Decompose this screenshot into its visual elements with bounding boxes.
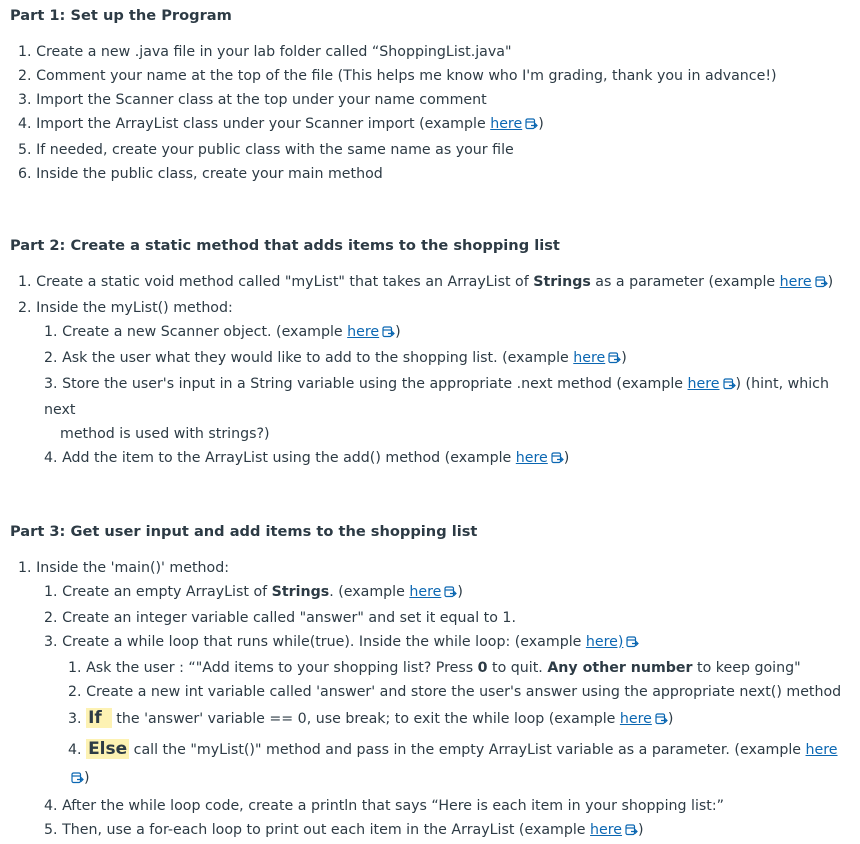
part1-list bbox=[10, 40, 848, 186]
list-item bbox=[10, 320, 848, 346]
external-link-icon bbox=[71, 766, 84, 794]
list-item-continuation bbox=[10, 422, 848, 446]
item-number: 3. bbox=[44, 376, 58, 392]
external-link-icon bbox=[626, 632, 639, 656]
list-item bbox=[10, 372, 848, 422]
list-item bbox=[10, 138, 848, 162]
item-text: Add the item to the ArrayList using the add() method (example bbox=[62, 450, 516, 466]
item-text: Comment your name at the top of the file (This helps me know who I'm grading, thank you in advance!) bbox=[36, 68, 777, 84]
external-link-icon bbox=[723, 374, 736, 398]
item-number: 2. bbox=[18, 68, 32, 84]
part3-list bbox=[10, 556, 848, 844]
item-number: 5. bbox=[18, 142, 32, 158]
external-link-icon bbox=[625, 820, 638, 844]
list-item bbox=[10, 606, 848, 630]
list-item bbox=[10, 580, 848, 606]
example-link[interactable]: here bbox=[490, 116, 523, 132]
item-text: to quit. bbox=[487, 660, 548, 676]
item-number: 3. bbox=[44, 634, 58, 650]
item-text: . (example bbox=[329, 584, 410, 600]
item-text: Create an integer variable called "answer" and set it equal to 1. bbox=[62, 610, 516, 626]
list-item bbox=[10, 794, 848, 818]
list-item bbox=[10, 88, 848, 112]
list-item bbox=[10, 630, 848, 656]
item-text: If needed, create your public class with the same name as your file bbox=[36, 142, 514, 158]
item-number: 5. bbox=[44, 822, 58, 838]
example-link[interactable]: here bbox=[805, 742, 838, 758]
bold-term: Any other number bbox=[547, 660, 693, 676]
item-text-end: ) bbox=[457, 584, 463, 600]
bold-term: Strings bbox=[533, 274, 591, 290]
item-text: Inside the 'main()' method: bbox=[36, 560, 230, 576]
item-number: 4. bbox=[44, 450, 58, 466]
item-number: 3. bbox=[68, 711, 82, 727]
item-text: Ask the user what they would like to add to the shopping list. (example bbox=[62, 350, 574, 366]
item-text-end: ) bbox=[638, 822, 644, 838]
list-item bbox=[10, 112, 848, 138]
item-text: Create a new int variable called 'answer' and store the user's answer using the appropriate next() method bbox=[86, 684, 842, 700]
item-text: as a parameter (example bbox=[590, 274, 780, 290]
list-item bbox=[10, 704, 848, 735]
item-text: call the "myList()" method and pass in the empty ArrayList variable as a parameter. (example bbox=[129, 742, 806, 758]
item-text: Create an empty ArrayList of bbox=[62, 584, 272, 600]
item-text: method is used with strings?) bbox=[60, 426, 270, 442]
external-link-icon bbox=[444, 582, 457, 606]
example-link[interactable]: here bbox=[590, 822, 623, 838]
item-text: Ask the user : “"Add items to your shopping list? Press bbox=[86, 660, 478, 676]
item-number: 1. bbox=[18, 44, 32, 60]
item-number: 2. bbox=[18, 300, 32, 316]
item-text: the 'answer' variable == 0, use break; to exit the while loop (example bbox=[111, 711, 620, 727]
item-text: Then, use a for-each loop to print out each item in the ArrayList (example bbox=[62, 822, 591, 838]
item-text-end: ) bbox=[621, 350, 627, 366]
example-link[interactable]: here bbox=[347, 324, 380, 340]
part3-heading: Part 3: Get user input and add items to the shopping list bbox=[10, 523, 478, 540]
list-item bbox=[10, 270, 848, 296]
highlighted-keyword: Else bbox=[88, 739, 128, 759]
item-text-end: ) bbox=[563, 450, 570, 466]
example-link[interactable]: here bbox=[573, 350, 606, 366]
item-number: 4. bbox=[68, 742, 82, 758]
item-number: 3. bbox=[18, 92, 32, 108]
bold-term: 0 bbox=[477, 660, 488, 676]
item-text: After the while loop code, create a println that says “Here is each item in your shopping list:” bbox=[62, 798, 724, 814]
item-number: 2. bbox=[68, 684, 82, 700]
example-link[interactable]: here bbox=[687, 376, 720, 392]
external-link-icon bbox=[382, 322, 395, 346]
item-number: 4. bbox=[44, 798, 58, 814]
list-item bbox=[10, 556, 848, 580]
part1-heading: Part 1: Set up the Program bbox=[10, 7, 232, 24]
external-link-icon bbox=[551, 448, 564, 472]
list-item bbox=[10, 40, 848, 64]
list-item bbox=[10, 446, 848, 472]
item-text-end: ) bbox=[395, 324, 401, 340]
item-text: Create a new Scanner object. (example bbox=[62, 324, 348, 340]
item-number: 1. bbox=[18, 560, 32, 576]
part2-heading: Part 2: Create a static method that adds items to the shopping list bbox=[10, 237, 560, 254]
list-item bbox=[10, 346, 848, 372]
item-text: Create a new .java file in your lab folder called “ShoppingList.java" bbox=[36, 44, 512, 60]
item-text-end: ) bbox=[667, 711, 674, 727]
list-item bbox=[10, 162, 848, 186]
external-link-icon bbox=[815, 272, 828, 296]
example-link[interactable]: here bbox=[409, 584, 442, 600]
item-number: 6. bbox=[18, 166, 32, 182]
example-link[interactable]: here bbox=[515, 450, 548, 466]
item-text: Create a while loop that runs while(true). Inside the while loop: (example bbox=[62, 634, 586, 650]
example-link[interactable]: here) bbox=[585, 634, 624, 650]
item-text: Create a static void method called "myList" that takes an ArrayList of bbox=[36, 274, 534, 290]
item-text: Store the user's input in a String variable using the appropriate .next method (example bbox=[62, 376, 688, 392]
item-text-end: ) bbox=[538, 116, 544, 132]
item-text-end: to keep going" bbox=[692, 660, 801, 676]
item-text-end: ) bbox=[827, 274, 834, 290]
item-number: 1. bbox=[44, 324, 58, 340]
item-number: 4. bbox=[18, 116, 32, 132]
item-number: 2. bbox=[44, 350, 58, 366]
part2-list bbox=[10, 270, 848, 472]
item-number: 1. bbox=[68, 660, 82, 676]
external-link-icon bbox=[525, 114, 538, 138]
example-link[interactable]: here bbox=[619, 711, 652, 727]
item-text: Inside the myList() method: bbox=[36, 300, 233, 316]
list-item bbox=[10, 656, 848, 680]
list-item bbox=[10, 680, 848, 704]
list-item bbox=[10, 735, 848, 794]
item-text: Import the Scanner class at the top under your name comment bbox=[36, 92, 487, 108]
list-item bbox=[10, 64, 848, 88]
highlighted-keyword: If bbox=[86, 708, 112, 728]
item-number: 1. bbox=[44, 584, 58, 600]
example-link[interactable]: here bbox=[779, 274, 812, 290]
item-number: 2. bbox=[44, 610, 58, 626]
external-link-icon bbox=[608, 348, 621, 372]
item-number: 1. bbox=[18, 274, 32, 290]
list-item bbox=[10, 296, 848, 320]
item-text: Inside the public class, create your main method bbox=[36, 166, 383, 182]
item-text-end: ) bbox=[84, 770, 90, 786]
bold-term: Strings bbox=[271, 584, 330, 600]
item-text: Import the ArrayList class under your Scanner import (example bbox=[36, 116, 491, 132]
external-link-icon bbox=[655, 707, 668, 735]
list-item bbox=[10, 818, 848, 844]
item-text-end: ) (hint, which next bbox=[44, 376, 829, 418]
